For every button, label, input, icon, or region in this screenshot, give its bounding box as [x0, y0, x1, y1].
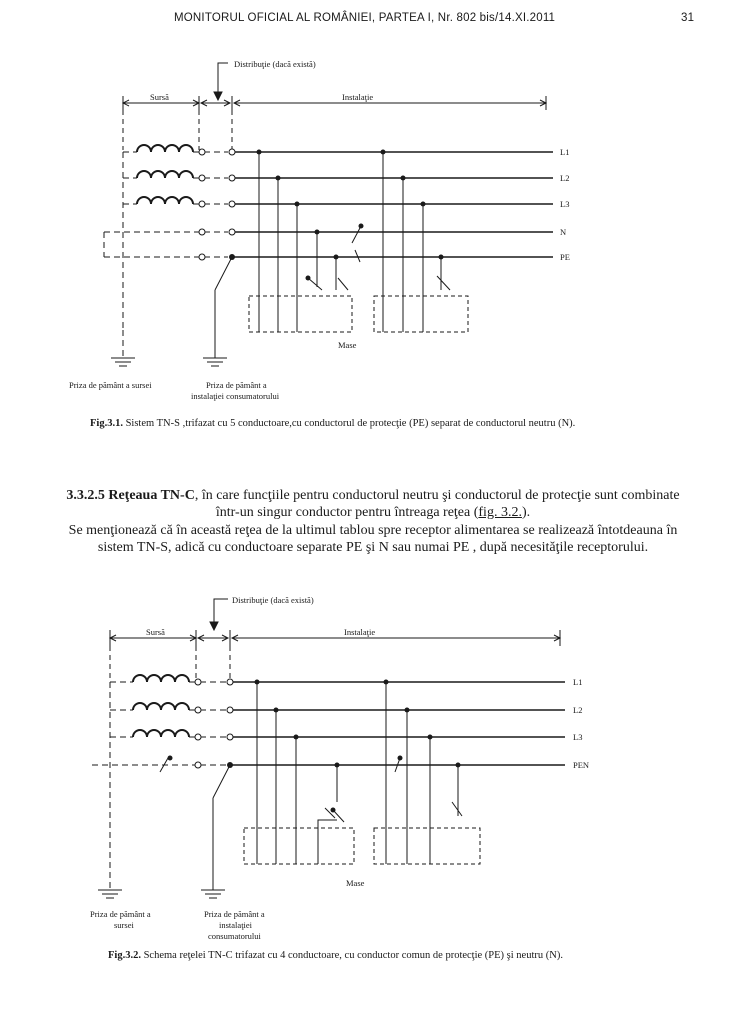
dimension-arrows [110, 630, 560, 646]
receiver-2-wiring [383, 152, 450, 332]
ground-symbol-source [111, 358, 135, 366]
figure-reference-link[interactable]: fig. 3.2. [478, 505, 522, 520]
line-label-l2: L2 [560, 173, 570, 183]
earth-installation-label-3: consumatorului [208, 931, 261, 941]
ground-symbol-installation [201, 890, 225, 898]
section-title: 3.3.2.5 Reţeaua TN-C [66, 488, 195, 503]
section-paragraph [62, 487, 684, 521]
figure-caption-2 [108, 950, 563, 961]
line-label-l3: L3 [560, 199, 570, 209]
figure-caption-1 [90, 418, 575, 429]
caption-text: Sistem TN-S ,trifazat cu 5 conductoare,cu conductorul de protecţie (PE) separat de conductorul neutru (N). [122, 418, 576, 429]
source-dashed-wiring [92, 682, 226, 890]
ground-symbol-installation [203, 358, 227, 366]
earth-wiring [213, 765, 230, 890]
main-conductors [230, 682, 565, 765]
distribution-label: Distribuţie (dacă există) [234, 59, 316, 69]
earth-installation-label-1: Priza de pământ a [206, 380, 267, 390]
section-text-2: ). [521, 505, 531, 520]
zone-separators [110, 646, 230, 682]
junction-dots [168, 680, 461, 813]
caption-number: Fig.3.2. [108, 950, 141, 961]
terminals [195, 679, 233, 768]
header-title: MONITORUL OFICIAL AL ROMÂNIEI, PARTEA I, Nr. 802 bis/14.XI.2011 [174, 12, 556, 24]
line-label-pe: PE [560, 252, 570, 262]
earth-wiring [215, 257, 232, 358]
receiver-2-frame [374, 828, 480, 864]
ground-symbol-source [98, 890, 122, 898]
tn-s-diagram [0, 0, 729, 440]
source-dashed-wiring [104, 152, 228, 358]
line-label-l3: L3 [573, 732, 583, 742]
note-paragraph: Se menţionează că în această reţea de la ultimul tablou spre receptor alimentarea se realizează întotdeauna în sistem TN-S, adică cu conductoare separate PE şi N sau numai PE , după necesităţile receptorului. [68, 523, 678, 555]
earth-source-label-2: sursei [114, 920, 134, 930]
line-label-n: N [560, 227, 567, 237]
distribution-marker [214, 63, 228, 100]
source-windings [133, 675, 189, 737]
section-text-1: , în care funcţiile pentru conductorul neutru şi conductorul de protecţie sunt combinate într-un singur conductor pentru întreaga reţea ( [194, 488, 680, 520]
receiver-1-wiring [259, 152, 361, 332]
line-label-l1: L1 [560, 147, 570, 157]
earth-source-label-1: Priza de pământ a [90, 909, 151, 919]
earth-installation-label-2: instalaţiei [219, 920, 253, 930]
line-label-l1: L1 [573, 677, 583, 687]
earth-installation-label-2: instalaţiei consumatorului [191, 391, 280, 401]
caption-text: Schema reţelei TN-C trifazat cu 4 conductoare, cu conductor comun de protecţie (PE) şi neutru (N). [140, 950, 563, 961]
source-label: Sursă [150, 92, 169, 102]
mase-label: Mase [338, 340, 357, 350]
receiver-1-frame [249, 296, 352, 332]
source-label: Sursă [146, 627, 165, 637]
distribution-label: Distribuţie (dacă există) [232, 595, 314, 605]
caption-number: Fig.3.1. [90, 418, 123, 429]
source-windings [137, 145, 193, 204]
earth-source-label: Priza de pământ a sursei [69, 380, 152, 390]
installation-label: Instalaţie [344, 627, 376, 637]
distribution-marker [210, 599, 228, 630]
zone-separators [123, 110, 232, 150]
earth-installation-label-1: Priza de pământ a [204, 909, 265, 919]
line-label-pen: PEN [573, 760, 590, 770]
page-number: 31 [681, 12, 695, 24]
tn-c-diagram [0, 590, 729, 1030]
mase-label: Mase [346, 878, 365, 888]
receiver-2-frame [374, 296, 468, 332]
line-label-l2: L2 [573, 705, 583, 715]
dimension-arrows [123, 96, 546, 110]
installation-label: Instalaţie [342, 92, 374, 102]
main-conductors [232, 152, 553, 257]
receiver-1-frame [244, 828, 354, 864]
